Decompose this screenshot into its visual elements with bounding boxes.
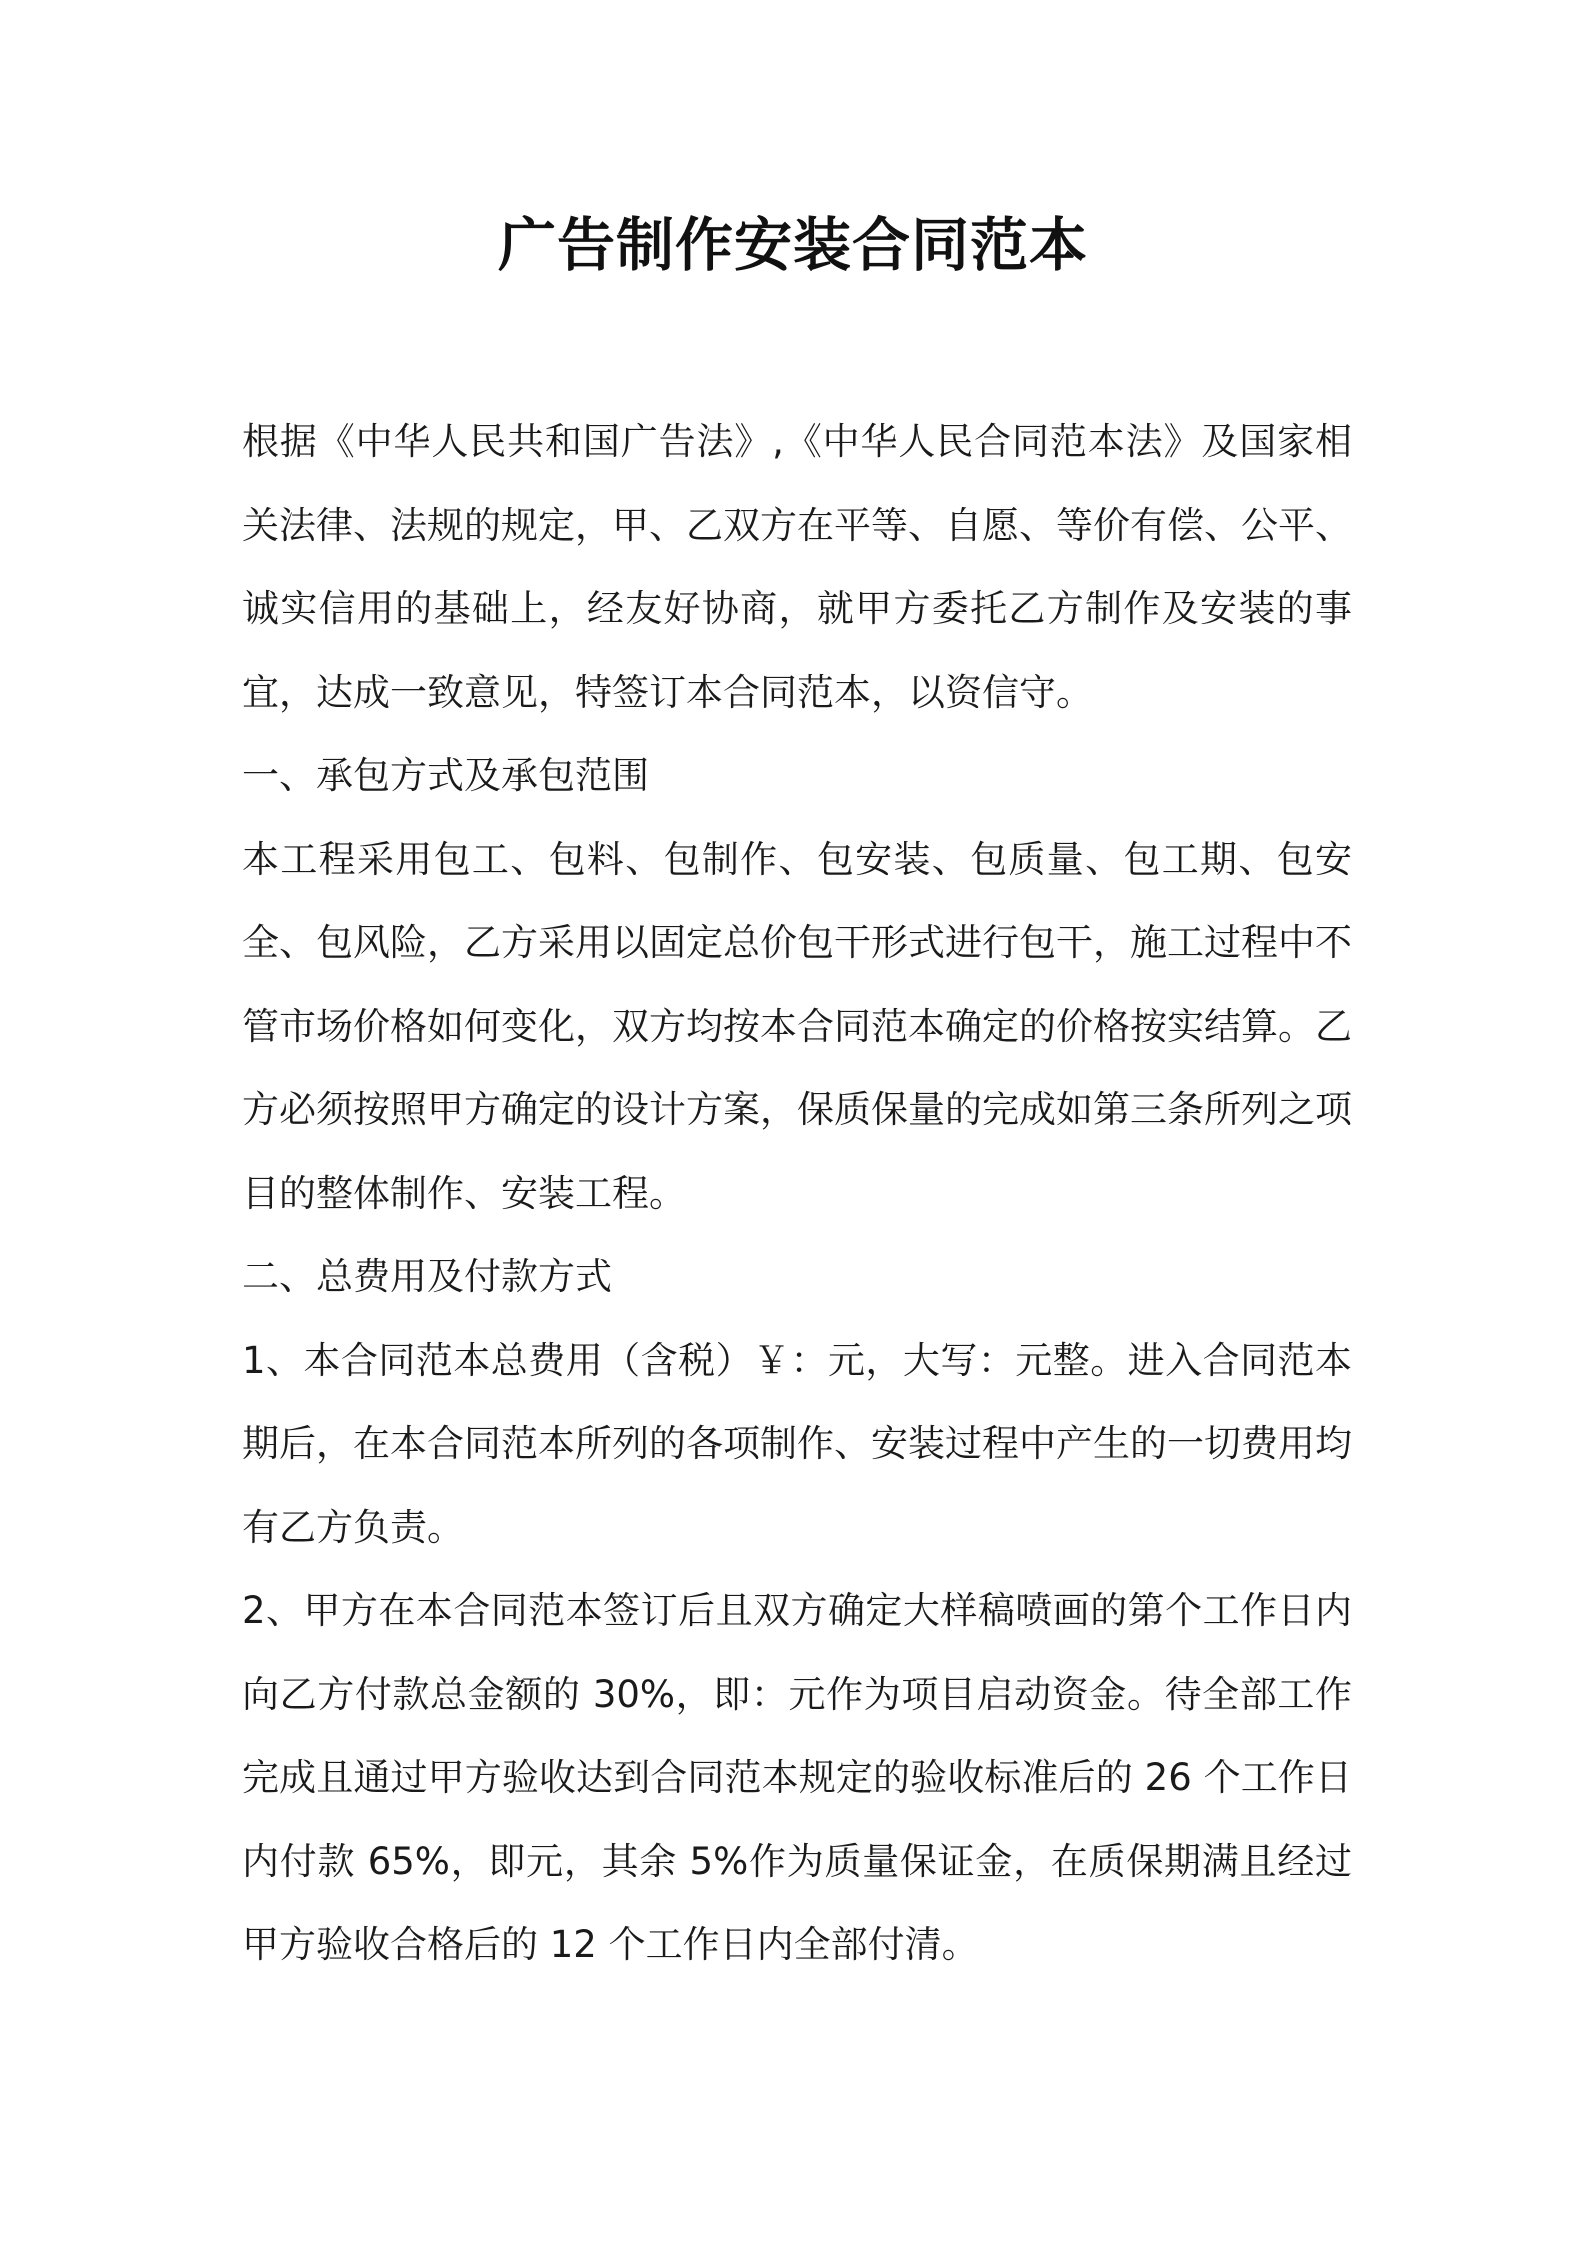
document-body (242, 400, 1352, 1987)
section-1-paragraph: 本工程采用包工、包料、包制作、包安装、包质量、包工期、包安全、包风险，乙方采用以固定总价包干形式进行包干，施工过程中不管市场价格如何变化，双方均按本合同范本确定的价格按实结算。乙方必须按照甲方确定的设计方案，保质保量的完成如第三条所列之项目的整体制作、安装工程。 (242, 837, 1352, 1215)
clause-2-paragraph: 2、甲方在本合同范本签订后且双方确定大样稿喷画的第个工作日内向乙方付款总金额的 30%，即：元作为项目启动资金。待全部工作完成且通过甲方验收达到合同范本规定的验收标准后的 26 个工作日内付款 65%，即元，其余 5%作为质量保证金，在质保期满且经过甲方验收合格后的 12 个工作日内全部付清。 (242, 1589, 1352, 1966)
section-heading-1: 一、承包方式及承包范围 (242, 754, 649, 797)
section-heading-2: 二、总费用及付款方式 (242, 1255, 612, 1298)
intro-paragraph: 根据《中华人民共和国广告法》,《中华人民合同范本法》及国家相关法律、法规的规定，甲、乙双方在平等、自愿、等价有偿、公平、诚实信用的基础上，经友好协商，就甲方委托乙方制作及安装的事宜，达成一致意见，特签订本合同范本，以资信守。 (242, 420, 1352, 714)
document-title: 广告制作安装合同范本 (497, 211, 1088, 279)
clause-1-paragraph: 1、本合同范本总费用（含税）￥：元，大写：元整。进入合同范本期后，在本合同范本所列的各项制作、安装过程中产生的一切费用均有乙方负责。 (242, 1338, 1352, 1549)
